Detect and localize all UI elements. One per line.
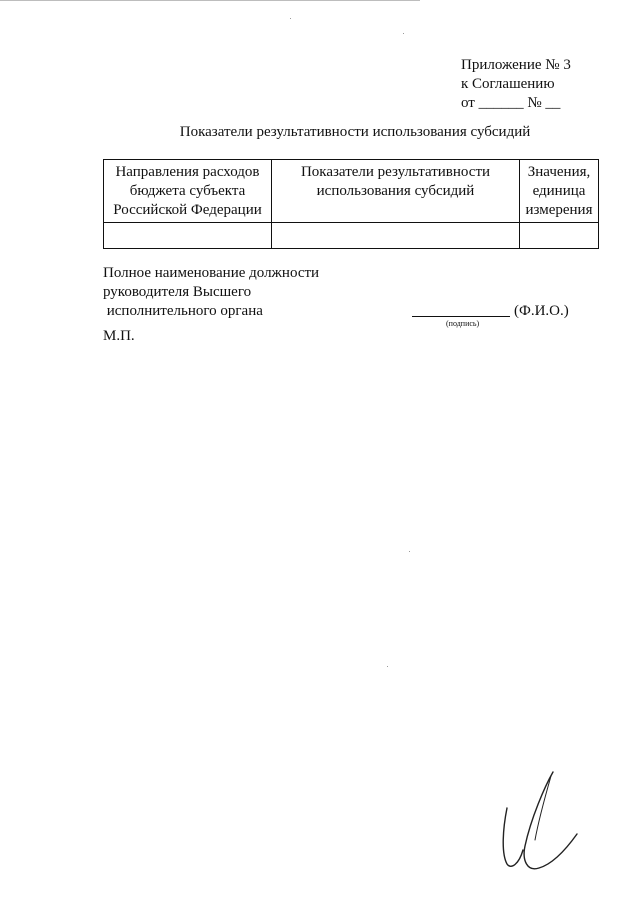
table-cell xyxy=(104,223,272,249)
position-title: Полное наименование должности руководителя Высшего исполнительного органа xyxy=(103,265,320,319)
table-row xyxy=(104,223,599,249)
signature-caption: (подпись) xyxy=(446,319,480,328)
appendix-date-number: от ______ № __ xyxy=(461,95,561,111)
name-placeholder: (Ф.И.О.) xyxy=(514,303,569,319)
scan-speck xyxy=(387,666,388,667)
appendix-agreement: к Соглашению xyxy=(461,76,555,92)
table-header-row xyxy=(104,160,599,223)
stamp-place-label: М.П. xyxy=(103,328,135,344)
appendix-reference xyxy=(461,56,571,113)
handwritten-signature xyxy=(495,768,585,878)
scan-speck xyxy=(403,33,404,34)
signature-line xyxy=(412,316,510,317)
scan-speck xyxy=(409,551,410,552)
scan-edge-line xyxy=(0,0,420,1)
appendix-number: Приложение № 3 xyxy=(461,57,571,73)
indicators-table xyxy=(103,159,599,249)
scan-speck xyxy=(290,18,291,19)
document-title: Показатели результативности использования субсидий xyxy=(179,124,531,140)
column-header-expense-directions: Направления расходов бюджета субъекта Российской Федерации xyxy=(104,160,272,223)
column-header-values-units: Значения, единица измерения xyxy=(520,160,599,223)
table-cell xyxy=(520,223,599,249)
column-header-performance-indicators: Показатели результативности использования субсидий xyxy=(272,160,520,223)
table-cell xyxy=(272,223,520,249)
